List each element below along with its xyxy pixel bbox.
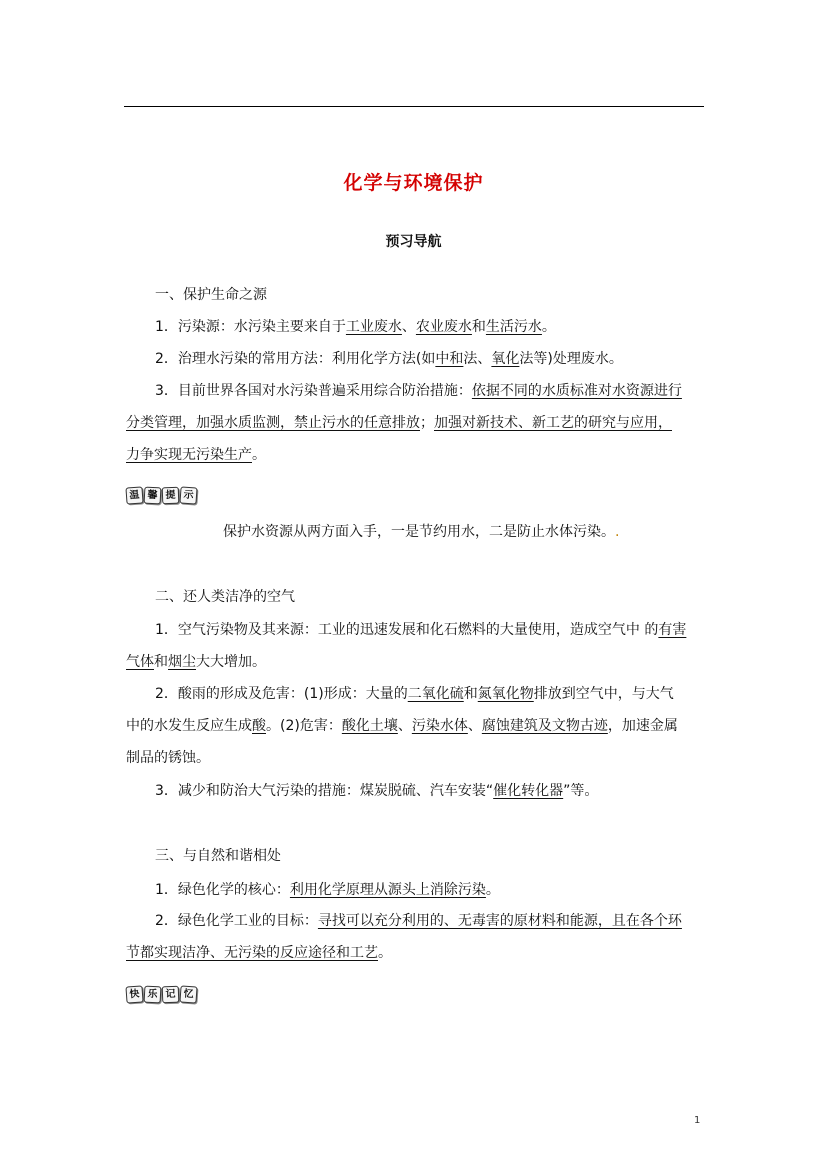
tip-dot: . (615, 524, 620, 540)
memory-badge-char: 乐 (144, 986, 162, 1004)
memory-badge-char: 忆 (179, 985, 197, 1003)
tip-text: 保护水资源从两方面入手，一是节约用水，二是防止水体污染。. (223, 524, 620, 540)
section-1-item-1: 1．污染源：水污染主要来自于工业废水、农业废水和生活污水。 (155, 319, 556, 335)
tip-badge-char: 提 (162, 487, 180, 505)
section-heading-1: 一、保护生命之源 (155, 287, 267, 303)
section-1-item-3-line-1: 3．目前世界各国对水污染普遍采用综合防治措施：依据不同的水质标准对水资源进行 (155, 383, 682, 399)
document-subtitle: 预习导航 (385, 234, 442, 250)
tip-badge (126, 487, 197, 504)
tip-badge-char: 温 (125, 486, 143, 504)
section-2-item-1-line-2: 气体和烟尘大大增加。 (126, 654, 266, 670)
memory-badge-char: 记 (162, 986, 180, 1004)
section-heading-2: 二、还人类洁净的空气 (155, 589, 295, 605)
section-3-item-2-line-2: 节都实现洁净、无污染的反应途径和工艺。 (126, 945, 392, 961)
section-1-item-2: 2．治理水污染的常用方法：利用化学方法(如中和法、氧化法等)处理废水。 (155, 351, 623, 367)
section-2-item-2-line-2: 中的水发生反应生成酸。(2)危害：酸化土壤、污染水体、腐蚀建筑及文物古迹，加速金属 (126, 718, 678, 734)
section-2-item-3: 3．减少和防治大气污染的措施：煤炭脱硫、汽车安装“催化转化器”等。 (155, 783, 599, 799)
section-2-item-2-line-1: 2．酸雨的形成及危害：(1)形成：大量的二氧化硫和氮氧化物排放到空气中，与大气 (155, 686, 674, 702)
section-2-item-1-line-1: 1．空气污染物及其来源：工业的迅速发展和化石燃料的大量使用，造成空气中 的有害 (155, 622, 687, 638)
memory-badge-char: 快 (125, 985, 143, 1003)
section-1-item-3-line-3: 力争实现无污染生产。 (126, 447, 266, 463)
header-rule (124, 106, 704, 107)
section-heading-3: 三、与自然和谐相处 (155, 848, 281, 864)
memory-badge (126, 986, 197, 1003)
section-1-item-3-line-2: 分类管理，加强水质监测，禁止污水的任意排放；加强对新技术、新工艺的研究与应用， (126, 415, 672, 431)
section-3-item-2-line-1: 2．绿色化学工业的目标：寻找可以充分利用的、无毒害的原材料和能源，且在各个环 (155, 913, 682, 929)
document-title: 化学与环境保护 (343, 172, 484, 194)
section-2-item-2-line-3: 制品的锈蚀。 (126, 750, 210, 766)
page-number: 1 (694, 1115, 701, 1126)
section-3-item-1: 1．绿色化学的核心：利用化学原理从源头上消除污染。 (155, 882, 500, 898)
tip-badge-char: 示 (179, 486, 197, 504)
tip-badge-char: 馨 (144, 487, 162, 505)
